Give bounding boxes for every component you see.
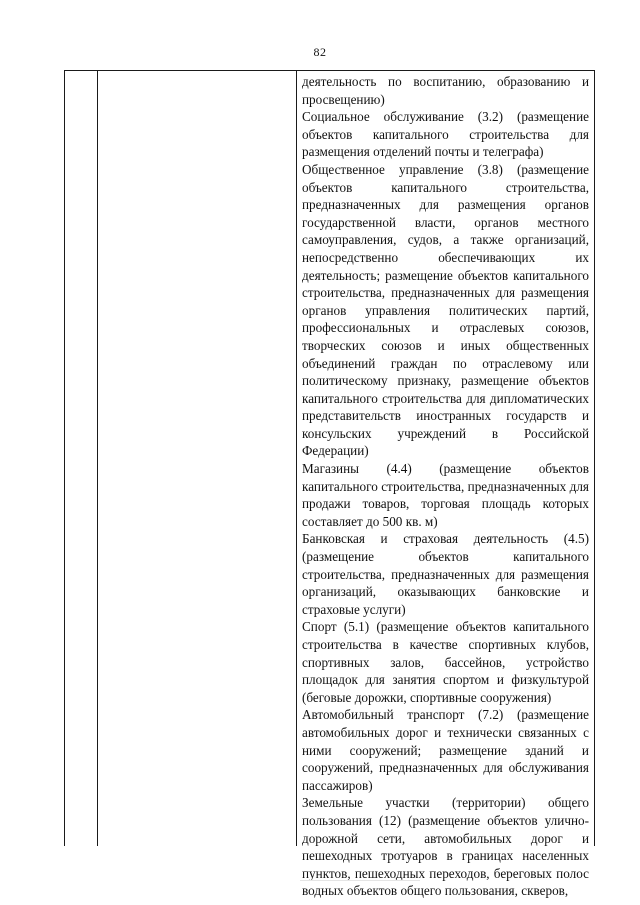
- land-use-table: [64, 70, 595, 899]
- permitted-use-paragraph: Банковская и страховая деятельность (4.5) (размещение объектов капитального строительства, предназначенных для размещения организаций, оказывающих банковские и страховые услуги): [302, 531, 589, 617]
- permitted-use-paragraph: Социальное обслуживание (3.2) (размещение объектов капитального строительства для размещения отделений почты и телеграфа): [302, 109, 589, 160]
- permitted-use-paragraph: Общественное управление (3.8) (размещение объектов капитального строительства, предназначенных для размещения органов государственной власти, органов местного самоуправления, судов, а также организаций, непосредственно обеспечивающих их деятельность; размещение объектов капитального строительства, предназначенных для размещения органов управления политических партий, профессиональных и отраслевых союзов, творческих союзов и иных общественных объединений граждан по отраслевому или политическому признаку, размещение объектов капитального строительства для дипломатических представительств иностранных государств и консульских учреждений в Российской Федерации): [302, 161, 589, 459]
- permitted-use-cell: [302, 73, 589, 900]
- column-divider-2: [296, 71, 297, 846]
- permitted-use-paragraph: деятельность по воспитанию, образованию и просвещению): [302, 74, 589, 107]
- permitted-use-paragraph: Спорт (5.1) (размещение объектов капитального строительства в качестве спортивных клубов, спортивных залов, бассейнов, устройство площадок для занятия спортом и физкультурой (беговые дорожки, спортивные сооружения): [302, 619, 589, 705]
- permitted-use-paragraph: Автомобильный транспорт (7.2) (размещение автомобильных дорог и технически связанных с ними сооружений; размещение зданий и сооружений, предназначенных для обслуживания пассажиров): [302, 707, 589, 793]
- page-number: 82: [313, 45, 327, 59]
- permitted-use-paragraph: Земельные участки (территории) общего пользования (12) (размещение объектов улично-дорожной сети, автомобильных дорог и пешеходных тротуаров в границах населенных пунктов, пешеходных переходов, береговых полос водных объектов общего пользования, скверов,: [302, 795, 589, 899]
- column-divider-1: [97, 71, 98, 846]
- permitted-use-paragraph: Магазины (4.4) (размещение объектов капитального строительства, предназначенных для продажи товаров, торговая площадь которых составляет до 500 кв. м): [302, 461, 589, 529]
- scan-artifact-line: [300, 880, 420, 881]
